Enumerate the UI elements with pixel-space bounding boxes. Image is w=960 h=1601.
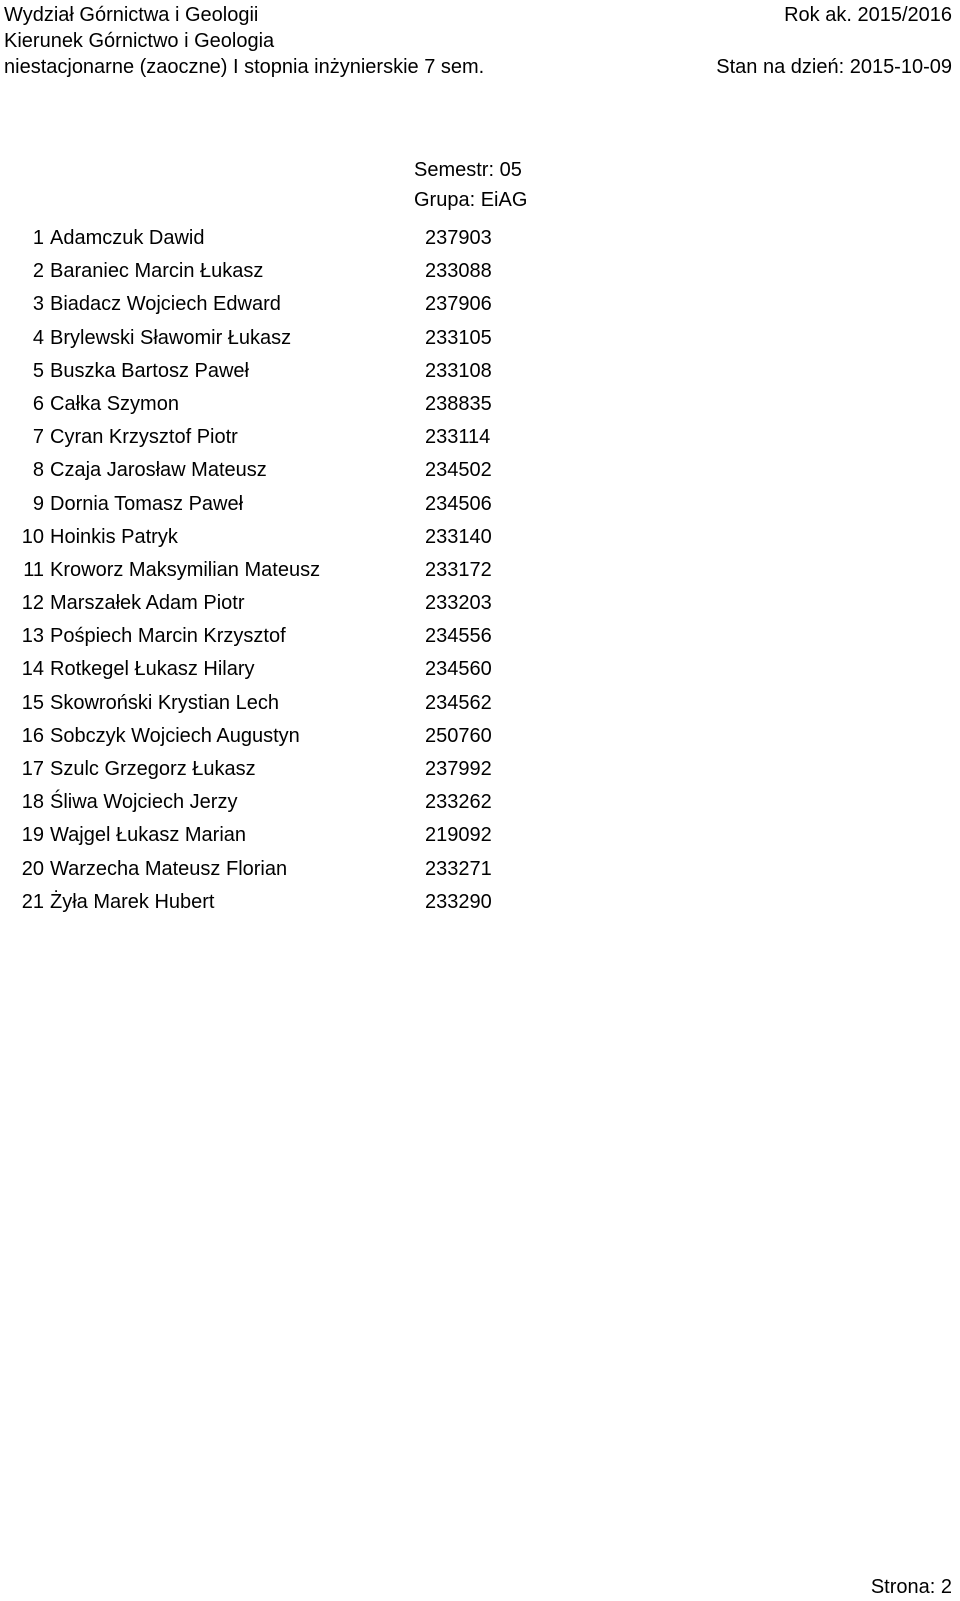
student-number: 19 bbox=[21, 824, 44, 847]
student-id: 233203 bbox=[425, 592, 492, 615]
student-number: 9 bbox=[32, 492, 44, 515]
student-number: 2 bbox=[32, 260, 44, 283]
page-number: Strona: 2 bbox=[870, 1576, 952, 1598]
student-row bbox=[0, 620, 600, 653]
student-number: 8 bbox=[32, 459, 44, 482]
student-number: 16 bbox=[21, 724, 44, 747]
student-name: Śliwa Wojciech Jerzy bbox=[50, 791, 238, 814]
student-name: Baraniec Marcin Łukasz bbox=[50, 260, 264, 283]
student-row bbox=[0, 554, 600, 587]
student-number: 4 bbox=[32, 326, 44, 349]
student-id: 234560 bbox=[425, 658, 492, 681]
student-id: 233105 bbox=[425, 326, 492, 349]
student-name: Kroworz Maksymilian Mateusz bbox=[50, 558, 321, 581]
student-row bbox=[0, 720, 600, 753]
student-list bbox=[0, 222, 600, 919]
student-id: 238835 bbox=[425, 392, 492, 415]
student-row bbox=[0, 255, 600, 288]
student-id: 237992 bbox=[425, 758, 492, 780]
student-name: Rotkegel Łukasz Hilary bbox=[50, 658, 255, 681]
student-name: Adamczuk Dawid bbox=[50, 227, 205, 249]
student-name: Wajgel Łukasz Marian bbox=[50, 824, 247, 847]
student-id: 250760 bbox=[425, 724, 492, 747]
semester-label: Semestr: 05 bbox=[414, 159, 522, 181]
student-name: Dornia Tomasz Paweł bbox=[50, 492, 244, 515]
faculty-name: Wydział Górnictwa i Geologii bbox=[4, 4, 259, 26]
student-id: 219092 bbox=[425, 824, 492, 847]
group-label: Grupa: EiAG bbox=[414, 189, 528, 211]
student-number: 17 bbox=[21, 758, 44, 780]
student-id: 233114 bbox=[425, 426, 491, 449]
student-number: 15 bbox=[21, 691, 44, 714]
student-name: Biadacz Wojciech Edward bbox=[50, 293, 281, 316]
student-number: 6 bbox=[32, 392, 44, 415]
student-name: Sobczyk Wojciech Augustyn bbox=[50, 724, 300, 747]
student-row bbox=[0, 886, 600, 919]
student-id: 233108 bbox=[425, 359, 492, 382]
student-number: 18 bbox=[21, 791, 44, 814]
student-name: Brylewski Sławomir Łukasz bbox=[50, 326, 292, 349]
student-id: 233271 bbox=[425, 857, 492, 880]
student-number: 21 bbox=[21, 890, 44, 913]
student-row bbox=[0, 454, 600, 487]
student-row bbox=[0, 421, 600, 454]
student-name: Skowroński Krystian Lech bbox=[50, 691, 279, 714]
student-name: Czaja Jarosław Mateusz bbox=[50, 459, 267, 482]
student-number: 3 bbox=[32, 293, 44, 316]
student-number: 14 bbox=[21, 658, 44, 681]
student-name: Marszałek Adam Piotr bbox=[50, 592, 245, 615]
student-row bbox=[0, 587, 600, 620]
student-row bbox=[0, 488, 600, 521]
student-name: Żyła Marek Hubert bbox=[50, 890, 215, 913]
student-row bbox=[0, 222, 600, 255]
student-row bbox=[0, 355, 600, 388]
program-name: Kierunek Górnictwo i Geologia bbox=[4, 30, 275, 52]
student-name: Cyran Krzysztof Piotr bbox=[50, 426, 238, 449]
student-number: 20 bbox=[21, 857, 44, 880]
student-number: 13 bbox=[21, 625, 44, 648]
student-id: 233140 bbox=[425, 525, 492, 548]
as-of-date: Stan na dzień: 2015-10-09 bbox=[716, 56, 952, 78]
header-right bbox=[716, 2, 952, 80]
student-number: 5 bbox=[32, 359, 44, 382]
student-id: 234562 bbox=[425, 691, 492, 714]
student-id: 234506 bbox=[425, 492, 492, 515]
student-row bbox=[0, 288, 600, 321]
student-id: 233088 bbox=[425, 260, 492, 283]
student-row bbox=[0, 853, 600, 886]
student-row bbox=[0, 819, 600, 852]
student-row bbox=[0, 521, 600, 554]
student-id: 237906 bbox=[425, 293, 492, 316]
student-name: Szulc Grzegorz Łukasz bbox=[50, 758, 256, 780]
student-name: Pośpiech Marcin Krzysztof bbox=[50, 625, 286, 648]
student-name: Warzecha Mateusz Florian bbox=[50, 857, 288, 880]
student-id: 233172 bbox=[425, 558, 492, 581]
student-number: 7 bbox=[32, 426, 44, 449]
student-row bbox=[0, 388, 600, 421]
group-info bbox=[414, 155, 527, 215]
student-name: Buszka Bartosz Paweł bbox=[50, 359, 249, 382]
student-number: 11 bbox=[23, 558, 44, 581]
student-name: Całka Szymon bbox=[50, 392, 179, 415]
student-row bbox=[0, 322, 600, 355]
student-id: 237903 bbox=[425, 227, 492, 249]
student-id: 233262 bbox=[425, 791, 492, 814]
student-number: 10 bbox=[21, 525, 44, 548]
student-row bbox=[0, 753, 600, 786]
student-id: 234502 bbox=[425, 459, 492, 482]
study-mode: niestacjonarne (zaoczne) I stopnia inżynierskie 7 sem. bbox=[4, 56, 485, 78]
student-number: 12 bbox=[21, 592, 44, 615]
student-row bbox=[0, 786, 600, 819]
student-id: 233290 bbox=[425, 890, 492, 913]
academic-year: Rok ak. 2015/2016 bbox=[784, 4, 952, 26]
header-left bbox=[4, 2, 484, 80]
student-name: Hoinkis Patryk bbox=[50, 525, 178, 548]
student-number: 1 bbox=[32, 227, 44, 249]
student-row bbox=[0, 653, 600, 686]
student-id: 234556 bbox=[425, 625, 492, 648]
student-row bbox=[0, 687, 600, 720]
